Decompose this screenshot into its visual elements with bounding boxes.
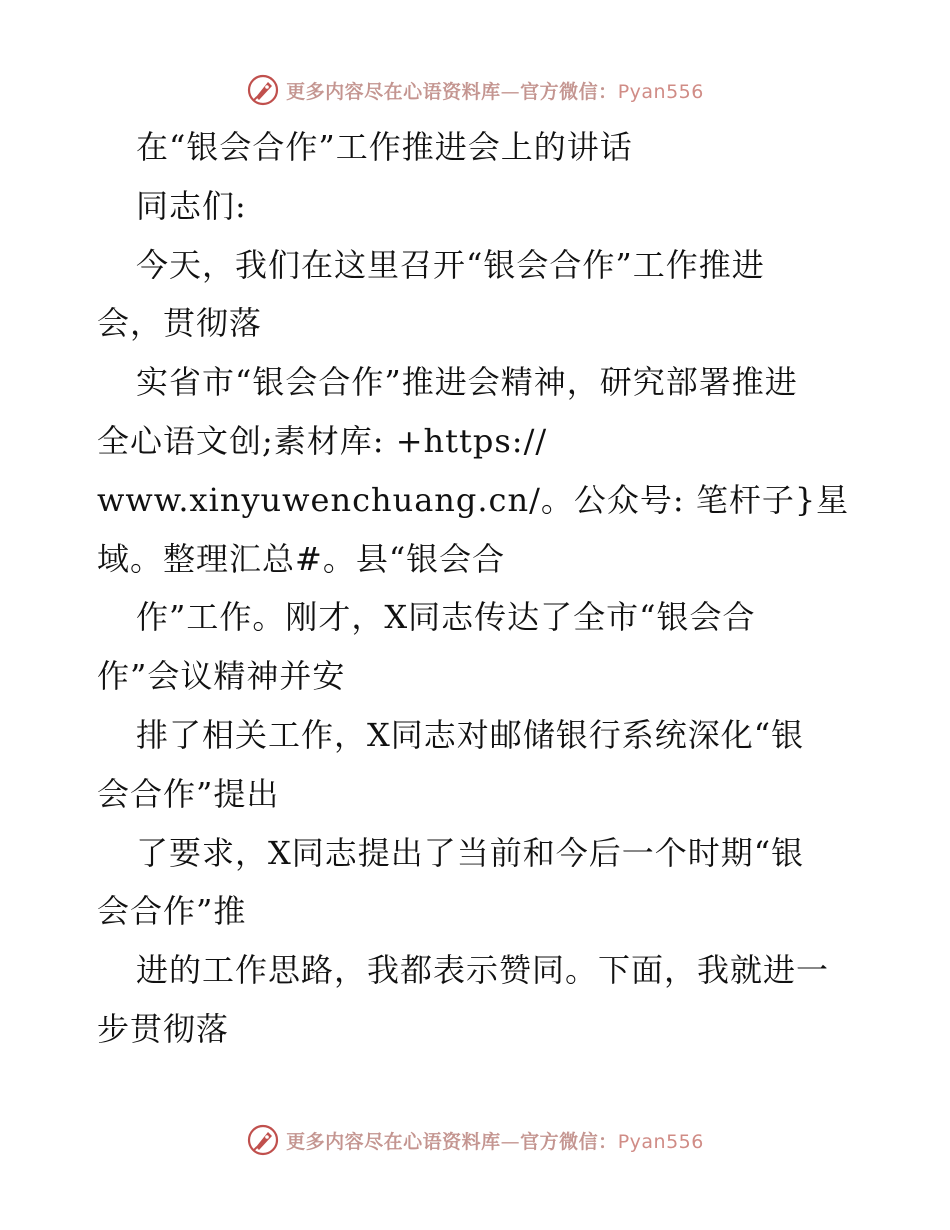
text-line: 同志们: [136,186,247,225]
text-line: 会，贯彻落 [97,304,263,343]
text-line: 今天，我们在这里召开“银会合作”工作推进 [136,245,765,284]
text-line: 会合作”提出 [97,774,280,813]
text-line: 排了相关工作，X同志对邮储银行系统深化“银 [136,715,805,754]
banner-text: 更多内容尽在心语资料库—官方微信：Pyan556 [286,80,704,103]
text-line: 在“银会合作”工作推进会上的讲话 [136,128,633,166]
header-banner [0,72,950,108]
banner-text: 更多内容尽在心语资料库—官方微信：Pyan556 [286,1130,704,1153]
text-line: 了要求，X同志提出了当前和今后一个时期“银 [136,833,805,872]
pen-nib-logo-icon [246,73,280,107]
pen-nib-logo-icon [246,1123,280,1157]
text-line: 作”会议精神并安 [97,657,346,696]
text-line: 域。整理汇总#。县“银会合 [97,539,506,578]
footer-banner [0,1122,950,1158]
text-line: www.xinyuwenchuang.cn/。公众号: 笔杆子}星 [97,480,850,519]
text-line: 实省市“银会合作”推进会精神，研究部署推进 [136,363,798,402]
text-line: 全心语文创;素材库: +https:// [97,421,548,460]
document-body [97,118,857,1059]
text-line: 进的工作思路，我都表示赞同。下面，我就进一 [136,951,830,990]
text-line: 作”工作。刚才，X同志传达了全市“银会合 [136,598,756,637]
text-line: 会合作”推 [97,892,247,931]
text-line: 步贯彻落 [97,1009,230,1048]
